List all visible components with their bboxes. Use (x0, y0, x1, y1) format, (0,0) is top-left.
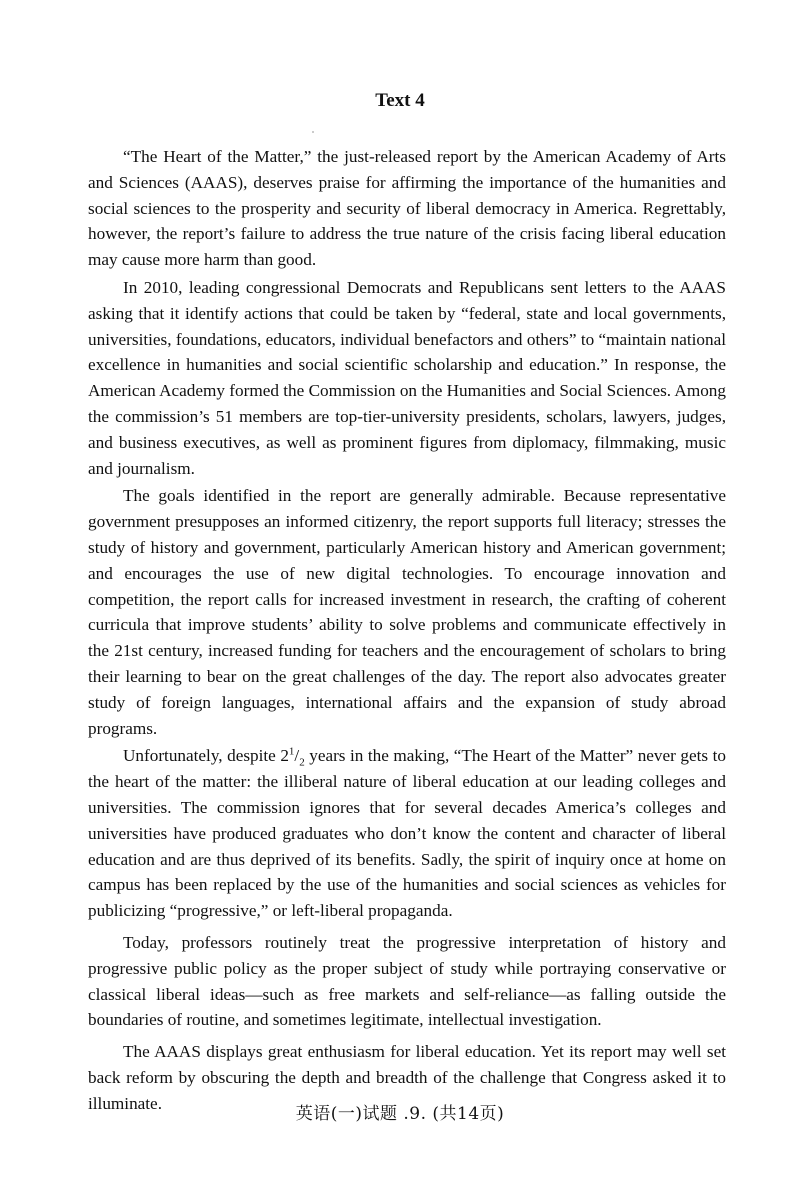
paragraph-5: Today, professors routinely treat the progressive interpretation of history and progressive public policy as the proper subject of study while portraying conservative or classical liberal ideas—such as free markets and self-reliance—as falling outside the boundaries of routine, and sometimes legitimate, intellectual investigation. (88, 932, 726, 1030)
fraction-one-half: $^1/_2$ (288, 745, 305, 769)
paragraph-2: In 2010, leading congressional Democrats and Republicans sent letters to the AAAS asking that it identify actions that could be taken by “federal, state and local governments, universities, foundations, educators, individual benefactors and others” to “maintain national excellence in humanities and social scientific scholarship and education.” In response, the American Academy formed the Commission on the Humanities and Social Sciences. Among the commission’s 51 members are top-tier-university presidents, scholars, lawyers, judges, and business executives, as well as prominent figures from diplomacy, filmmaking, music and journalism. (88, 277, 726, 478)
passage-body (88, 144, 726, 1118)
page-footer: 英语(一)试题 .9. (共14页) (295, 1104, 505, 1124)
paragraph-6: The AAAS displays great enthusiasm for liberal education. Yet its report may well set back reform by obscuring the depth and breadth of the challenge that Congress asked it to illuminate. (88, 1042, 726, 1113)
paragraph-3: The goals identified in the report are generally admirable. Because representative government presupposes an informed citizenry, the report supports full literacy; stresses the study of history and government, particularly American history and American government; and encourages the use of new digital technologies. To encourage innovation and competition, the report calls for increased investment in research, the crafting of coherent curricula that improve students’ ability to solve problems and communicate effectively in the 21st century, increased funding for teachers and the encouragement of scholars to bring their learning to bear on the great challenges of the day. The report also advocates greater study of foreign languages, international affairs and the expansion of study abroad programs. (88, 486, 726, 738)
paragraph-4 (88, 743, 726, 924)
scan-speck (312, 131, 314, 133)
fraction-numerator: 1 (288, 745, 295, 758)
paragraph-4-rest: gets to the heart of the matter: the illiberal nature of liberal education at our leading colleges and universities. The commission ignores that for several decades America’s colleges and universities have produced graduates who don’t know the content and character of liberal education and are thus deprived of its benefits. Sadly, the spirit of inquiry once at home on campus has been replaced by the use of the humanities and social sciences as vehicles for publicizing “progressive,” or left-liberal propaganda. (88, 746, 726, 921)
paragraph-1: “The Heart of the Matter,” the just-released report by the American Academy of Arts and Sciences (AAAS), deserves praise for affirming the importance of the humanities and social sciences to the prosperity and security of liberal democracy in America. Regrettably, however, the report’s failure to address the true nature of the crisis facing liberal education may cause more harm than good. (88, 147, 726, 270)
fraction-denominator: 2 (299, 756, 305, 769)
paragraph-4-lead: Unfortunately, despite 2 (123, 746, 289, 766)
paragraph-4-after-fraction: years in the making, “The Heart of the Matter” never (304, 746, 681, 766)
page-title: Text 4 (375, 90, 425, 111)
